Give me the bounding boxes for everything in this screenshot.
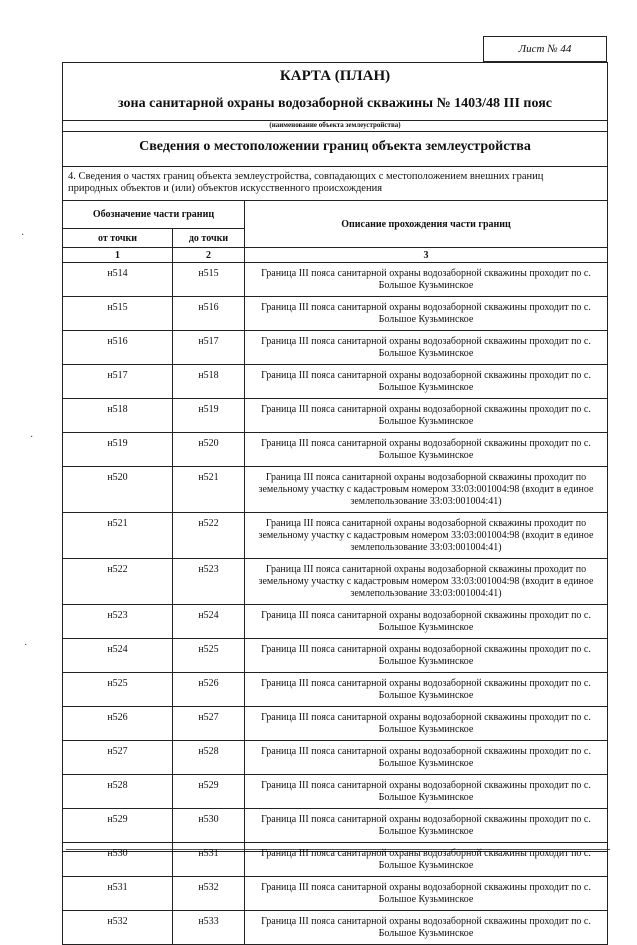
description-cell: Граница III пояса санитарной охраны водозаборной скважины проходит по с. Большое Кузьминское — [245, 707, 608, 741]
to-point-cell: н533 — [173, 911, 245, 945]
header-part-designation: Обозначение части границ — [63, 201, 245, 229]
from-point-cell: н520 — [63, 467, 173, 513]
to-point-cell: н519 — [173, 399, 245, 433]
table-row — [63, 467, 608, 513]
table-row — [63, 399, 608, 433]
from-point-cell: н516 — [63, 331, 173, 365]
to-point-cell: н524 — [173, 605, 245, 639]
description-cell: Граница III пояса санитарной охраны водозаборной скважины проходит по с. Большое Кузьминское — [245, 843, 608, 877]
section-note: 4. Сведения о частях границ объекта землеустройства, совпадающих с местоположением внешних границ природных объектов и (или) объектов искусственного происхождения — [68, 171, 544, 194]
from-point-cell: н525 — [63, 673, 173, 707]
table-row — [63, 263, 608, 297]
header-number-3: 3 — [245, 248, 608, 263]
from-point-cell: н519 — [63, 433, 173, 467]
table-row — [63, 809, 608, 843]
header-to-point: до точки — [173, 229, 245, 248]
to-point-cell: н516 — [173, 297, 245, 331]
to-point-cell: н531 — [173, 843, 245, 877]
to-point-cell: н526 — [173, 673, 245, 707]
title-block — [62, 62, 608, 120]
description-cell: Граница III пояса санитарной охраны водозаборной скважины проходит по с. Большое Кузьминское — [245, 911, 608, 945]
table-row — [63, 331, 608, 365]
from-point-cell: н529 — [63, 809, 173, 843]
section-title: Сведения о местоположении границ объекта землеустройства — [139, 139, 531, 154]
from-point-cell: н532 — [63, 911, 173, 945]
from-point-cell: н527 — [63, 741, 173, 775]
table-row — [63, 877, 608, 911]
to-point-cell: н515 — [173, 263, 245, 297]
table-row — [63, 433, 608, 467]
description-cell: Граница III пояса санитарной охраны водозаборной скважины проходит по с. Большое Кузьминское — [245, 263, 608, 297]
divider — [62, 131, 608, 132]
to-point-cell: н522 — [173, 513, 245, 559]
description-cell: Граница III пояса санитарной охраны водозаборной скважины проходит по с. Большое Кузьминское — [245, 673, 608, 707]
header-from-point: от точки — [63, 229, 173, 248]
to-point-cell: н529 — [173, 775, 245, 809]
sheet-number-box — [483, 36, 607, 62]
description-cell: Граница III пояса санитарной охраны водозаборной скважины проходит по с. Большое Кузьминское — [245, 297, 608, 331]
scan-speck: · — [21, 230, 25, 241]
description-cell: Граница III пояса санитарной охраны водозаборной скважины проходит по с. Большое Кузьминское — [245, 331, 608, 365]
object-name-caption: (наименование объекта землеустройства) — [269, 121, 401, 129]
zone-subtitle: зона санитарной охраны водозаборной скважины № 1403/48 III пояс — [118, 96, 552, 111]
header-number-2: 2 — [173, 248, 245, 263]
from-point-cell: н521 — [63, 513, 173, 559]
table-row — [63, 775, 608, 809]
description-cell: Граница III пояса санитарной охраны водозаборной скважины проходит по с. Большое Кузьминское — [245, 433, 608, 467]
map-title: КАРТА (ПЛАН) — [279, 68, 391, 84]
description-cell: Граница III пояса санитарной охраны водозаборной скважины проходит по земельному участку с кадастровым номером 33:03:001004:98 (входит в единое землепользование 33:03:001004:41) — [245, 559, 608, 605]
from-point-cell: н522 — [63, 559, 173, 605]
from-point-cell: н531 — [63, 877, 173, 911]
description-cell: Граница III пояса санитарной охраны водозаборной скважины проходит по с. Большое Кузьминское — [245, 639, 608, 673]
from-point-cell: н526 — [63, 707, 173, 741]
to-point-cell: н527 — [173, 707, 245, 741]
to-point-cell: н521 — [173, 467, 245, 513]
to-point-cell: н517 — [173, 331, 245, 365]
from-point-cell: н528 — [63, 775, 173, 809]
from-point-cell: н515 — [63, 297, 173, 331]
description-cell: Граница III пояса санитарной охраны водозаборной скважины проходит по с. Большое Кузьминское — [245, 399, 608, 433]
description-cell: Граница III пояса санитарной охраны водозаборной скважины проходит по земельному участку с кадастровым номером 33:03:001004:98 (входит в единое землепользование 33:03:001004:41) — [245, 513, 608, 559]
description-cell: Граница III пояса санитарной охраны водозаборной скважины проходит по с. Большое Кузьминское — [245, 605, 608, 639]
table-row — [63, 673, 608, 707]
table-row — [63, 707, 608, 741]
header-number-1: 1 — [63, 248, 173, 263]
to-point-cell: н525 — [173, 639, 245, 673]
to-point-cell: н520 — [173, 433, 245, 467]
scan-speck: · — [30, 432, 34, 443]
to-point-cell: н530 — [173, 809, 245, 843]
table-row — [63, 297, 608, 331]
table-row — [63, 513, 608, 559]
description-cell: Граница III пояса санитарной охраны водозаборной скважины проходит по с. Большое Кузьминское — [245, 877, 608, 911]
scan-speck: · — [24, 640, 28, 651]
from-point-cell: н530 — [63, 843, 173, 877]
table-row — [63, 605, 608, 639]
table-row — [63, 365, 608, 399]
table-row — [63, 741, 608, 775]
boundary-parts-table — [62, 200, 608, 945]
table-row — [63, 639, 608, 673]
divider — [62, 166, 608, 167]
from-point-cell: н524 — [63, 639, 173, 673]
table-row — [63, 559, 608, 605]
to-point-cell: н518 — [173, 365, 245, 399]
from-point-cell: н518 — [63, 399, 173, 433]
description-cell: Граница III пояса санитарной охраны водозаборной скважины проходит по с. Большое Кузьминское — [245, 775, 608, 809]
to-point-cell: н523 — [173, 559, 245, 605]
from-point-cell: н523 — [63, 605, 173, 639]
description-cell: Граница III пояса санитарной охраны водозаборной скважины проходит по с. Большое Кузьминское — [245, 365, 608, 399]
sheet-number: Лист № 44 — [518, 43, 572, 55]
description-cell: Граница III пояса санитарной охраны водозаборной скважины проходит по с. Большое Кузьминское — [245, 741, 608, 775]
to-point-cell: н528 — [173, 741, 245, 775]
from-point-cell: н517 — [63, 365, 173, 399]
table-row — [63, 843, 608, 877]
description-cell: Граница III пояса санитарной охраны водозаборной скважины проходит по с. Большое Кузьминское — [245, 809, 608, 843]
table-row — [63, 911, 608, 945]
from-point-cell: н514 — [63, 263, 173, 297]
header-description: Описание прохождения части границ — [245, 201, 608, 248]
description-cell: Граница III пояса санитарной охраны водозаборной скважины проходит по земельному участку с кадастровым номером 33:03:001004:98 (входит в единое землепользование 33:03:001004:41) — [245, 467, 608, 513]
to-point-cell: н532 — [173, 877, 245, 911]
